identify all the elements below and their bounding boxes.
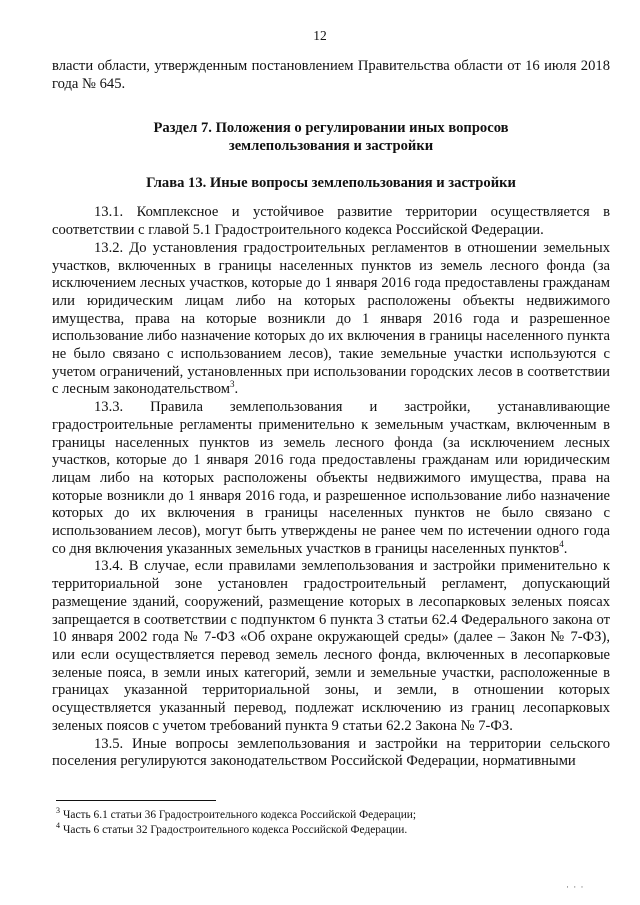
paragraph-13-2-end: .: [234, 381, 239, 398]
footnote-ref-3: 3: [230, 379, 235, 390]
footnotes: [56, 808, 616, 837]
paragraph-13-3: [52, 399, 610, 558]
document-body: [52, 58, 610, 771]
chapter-heading: Глава 13. Иные вопросы землепользования и застройки: [146, 175, 516, 192]
paragraph-13-3-text: 13.3. Правила землепользования и застройки, устанавливающие градостроительные регламенты применительно к земельным участкам, включенным в границы населенных пунктов из земель лесного фонда (за исключением лесных участков, которые до 1 января 2016 года предоставлены гражданам или юридическим лицам либо на которых расположены объекты недвижимого имущества, права на которые возникли до 1 января 2016 года, и разрешенное использование либо назначение которых до их включения в границы населенных пунктов не было связано с использованием лесов), могут быть утверждены не ранее чем по истечении одного года со дня включения указанных земельных участков в границы населенных пунктов: [52, 399, 610, 557]
paragraph-13-5: 13.5. Иные вопросы землепользования и застройки на территории сельского поселения регулируются законодательством Российской Федерации, нормативными: [52, 735, 610, 770]
footnote-text-3: Часть 6.1 статьи 36 Градостроительного кодекса Российской Федерации;: [63, 809, 417, 821]
footnote-text-4: Часть 6 статьи 32 Градостроительного кодекса Российской Федерации.: [63, 823, 408, 836]
paragraph-13-1: 13.1. Комплексное и устойчивое развитие территории осуществляется в соответствии с главой 5.1 Градостроительного кодекса Российской Федерации.: [52, 204, 610, 239]
section-heading: [52, 119, 610, 155]
paragraph-13-2-text: 13.2. До установления градостроительных регламентов в отношении земельных участков, включенных в границы населенных пунктов из земель лесного фонда (за исключением лесных участков, которые до 1 января 2016 года предоставлены гражданам или юридическим лицам либо на которых расположены объекты недвижимого имущества, права на которые возникли до 1 января 2016 года и разрешенное использование либо назначение которых до их включения в границы населенного пункта не было связано с использованием лесов), такие земельные участки используются с учетом ограничений, установленных при использовании городских лесов в соответствии с лесным законодательством: [52, 239, 610, 398]
paragraph-13-3-end: .: [563, 540, 568, 557]
intro-paragraph: власти области, утвержденным постановлением Правительства области от 16 июля 2018 года № 645.: [52, 58, 610, 92]
section-heading-line2: землепользования и застройки: [228, 138, 434, 155]
section-heading-line1: Раздел 7. Положения о регулировании иных вопросов: [153, 120, 509, 137]
footnote-mark-3: 3: [56, 806, 60, 816]
footnote-ref-4: 4: [559, 538, 564, 549]
footnote-3: [56, 808, 616, 823]
scan-mark: · · ·: [566, 882, 585, 892]
paragraph-13-4: 13.4. В случае, если правилами землепользования и застройки применительно к территориальной зоне установлен градостроительный регламент, допускающий размещение зданий, сооружений, размещение которых в лесопарковых зеленых поясах запрещается в соответствии с подпунктом 6 пункта 3 статьи 62.4 Федерального закона от 10 января 2002 года № 7-ФЗ «Об охране окружающей среды» (далее – Закон № 7-ФЗ), или если осуществляется перевод земель лесного фонда, включенных в лесопарковые зеленые пояса, в земли иных категорий, земли и земельные участки, расположенные в границах указанной территориальной зоны, и земли, в отношении которых осуществляется указанный перевод, подлежат исключению из границ лесопарковых зеленых поясов с учетом требований пункта 9 статьи 62.2 Закона № 7-ФЗ.: [52, 558, 610, 734]
footnote-mark-4: 4: [56, 820, 60, 830]
paragraph-13-2: [52, 240, 610, 399]
footnote-4: [56, 820, 616, 838]
page-number: 12: [313, 28, 327, 43]
footnote-divider: [56, 800, 216, 801]
